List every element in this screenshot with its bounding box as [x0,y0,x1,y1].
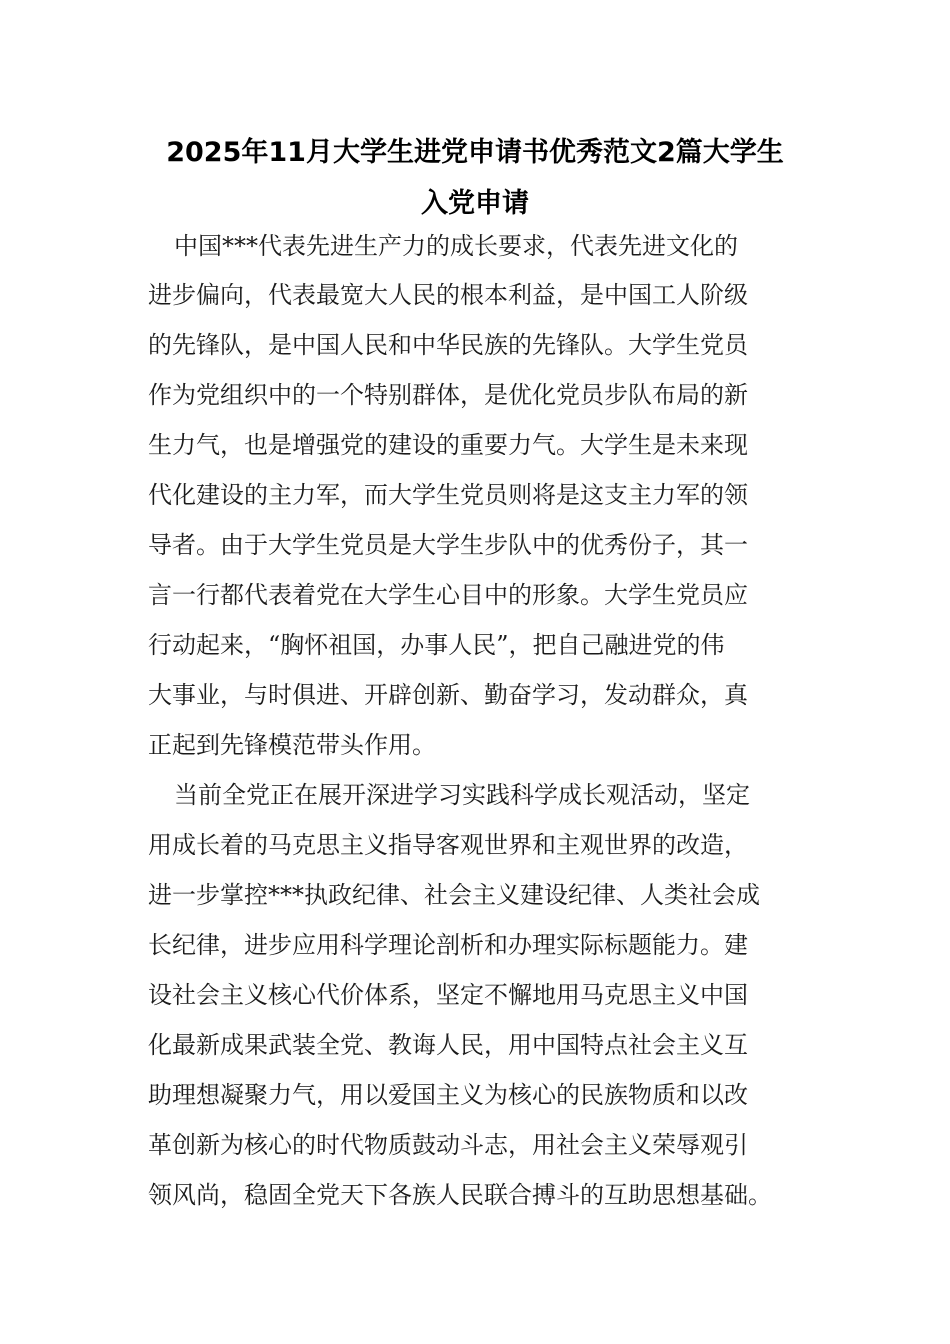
paragraph-line: 作为党组织中的一个特别群体，是优化党员步队布局的新 [148,381,748,409]
paragraph-line: 助理想凝聚力气，用以爱国主义为核心的民族物质和以改 [148,1081,748,1109]
paragraph-line: 当前全党正在展开深进学习实践科学成长观活动，坚定 [174,781,750,809]
paragraph-line: 长纪律，进步应用科学理论剖析和办理实际标题能力。建 [148,931,748,959]
paragraph-line: 化最新成果武装全党、教诲人民，用中国特点社会主义互 [148,1031,748,1059]
paragraph-line: 领风尚，稳固全党天下各族人民联合搏斗的互助思想基础。 [148,1181,772,1209]
paragraph-line: 生力气，也是增强党的建设的重要力气。大学生是未来现 [148,431,748,459]
paragraph-line: 言一行都代表着党在大学生心目中的形象。大学生党员应 [148,581,748,609]
paragraph-line: 进一步掌控***执政纪律、社会主义建设纪律、人类社会成 [148,881,760,909]
paragraph-line: 行动起来，“胸怀祖国，办事人民”，把自己融进党的伟 [148,631,725,659]
paragraph-line: 的先锋队，是中国人民和中华民族的先锋队。大学生党员 [148,331,748,359]
document-title-line-2: 入党申请 [421,188,529,219]
paragraph-line: 导者。由于大学生党员是大学生步队中的优秀份子，其一 [148,531,748,559]
paragraph-line: 中国***代表先进生产力的成长要求，代表先进文化的 [174,232,738,260]
paragraph-line: 革创新为核心的时代物质鼓动斗志，用社会主义荣辱观引 [148,1131,748,1159]
document-title-line-1: 2025年11月大学生进党申请书优秀范文2篇大学生 [166,137,784,168]
paragraph-line: 大事业，与时俱进、开辟创新、勤奋学习，发动群众，真 [148,681,748,709]
paragraph-line: 代化建设的主力军，而大学生党员则将是这支主力军的领 [148,481,748,509]
paragraph-line: 进步偏向，代表最宽大人民的根本利益，是中国工人阶级 [148,281,748,309]
paragraph-line: 设社会主义核心代价体系，坚定不懈地用马克思主义中国 [148,981,748,1009]
paragraph-line: 正起到先锋模范带头作用。 [148,731,436,759]
paragraph-line: 用成长着的马克思主义指导客观世界和主观世界的改造， [148,831,748,859]
